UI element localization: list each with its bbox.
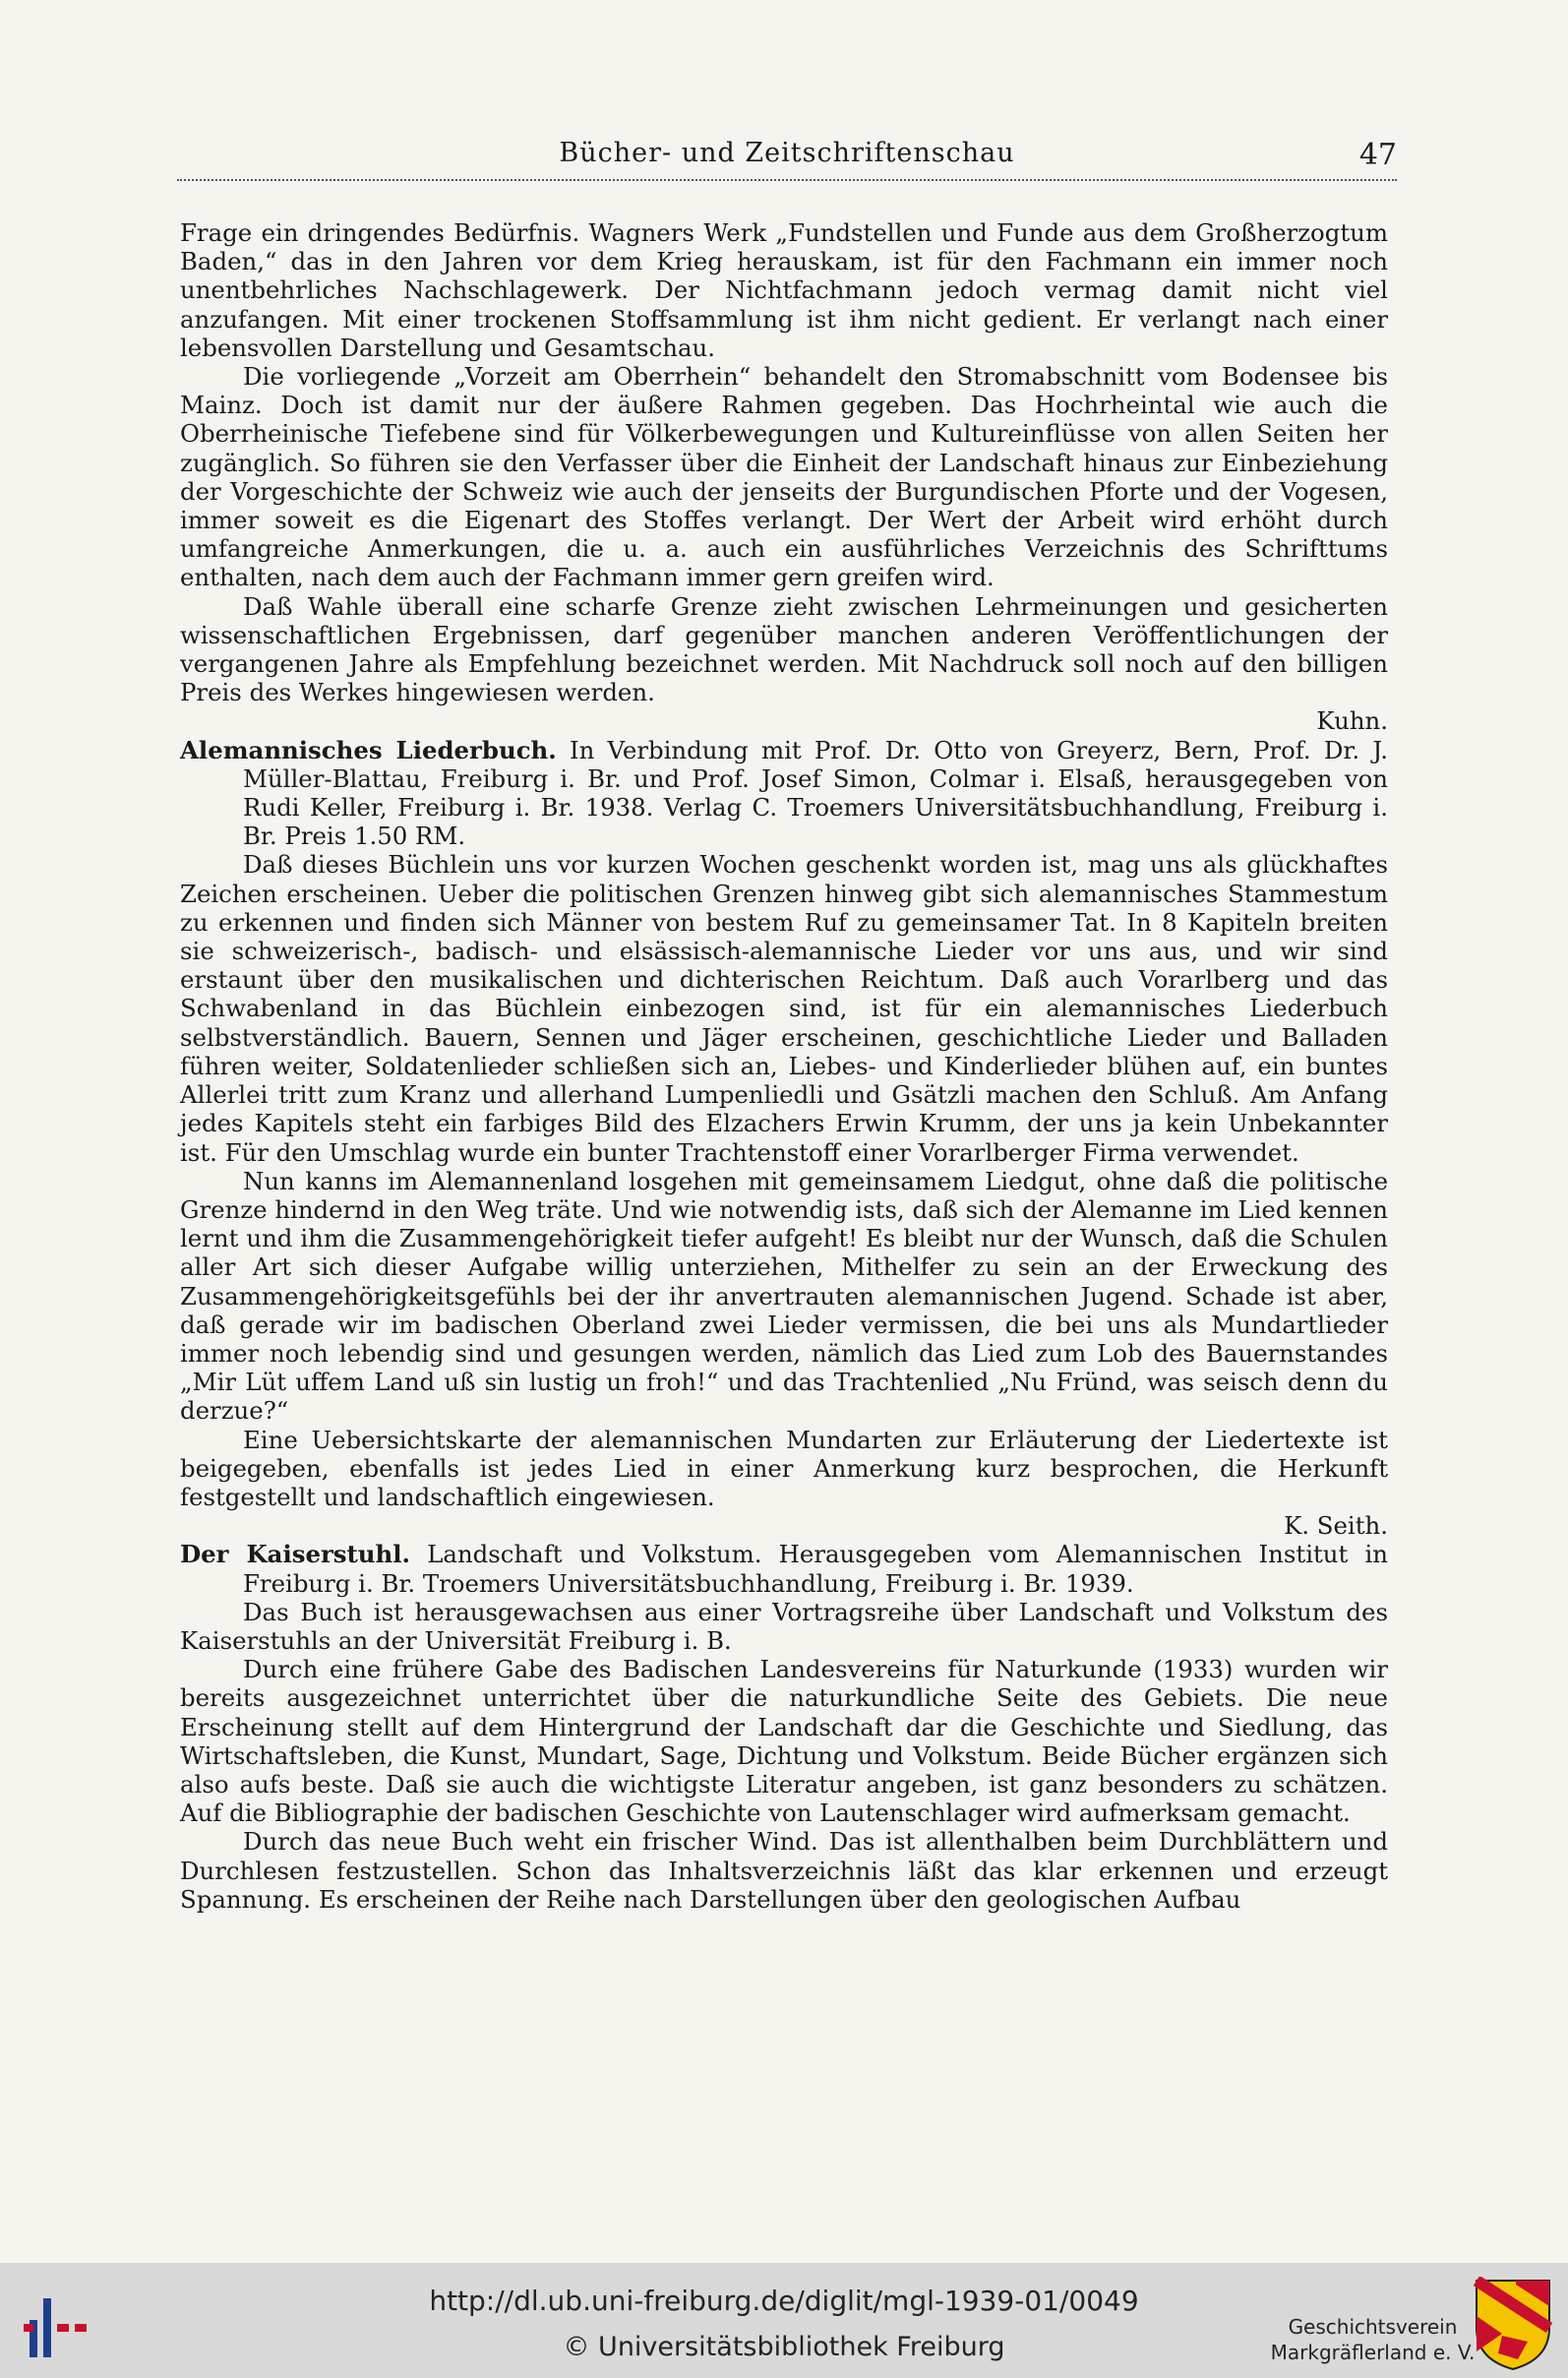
association-line: Markgräflerland e. V. [1270, 2341, 1476, 2364]
coat-of-arms-icon [1473, 2277, 1553, 2371]
paragraph: Daß Wahle überall eine scharfe Grenze zieht zwischen Lehrmeinungen und gesicherten wissenschaftlichen Ergebnissen, darf gegenüber manchen anderen Veröffentlichungen der vergangenen Jahre als Empfehlung bezeichnet werden. Mit Nachdruck soll noch auf den billigen Preis des Werkes hingewiesen werden. [180, 591, 1388, 707]
page-body [180, 218, 1388, 1914]
paragraph: Nun kanns im Alemannenland losgehen mit gemeinsamem Liedgut, ohne daß die politische Grenze hindernd in den Weg träte. Und wie notwendig ists, daß sich der Alemanne im Lied kennen lernt und ihm die Zusammengehörigkeit tiefer aufgeht! Es bleibt nur der Wunsch, daß die Schulen aller Art sich dieser Aufgabe willig unterziehen, Mithelfer zu sein an der Erweckung des Zusammengehörigkeitsgefühls bei der ihr anvertrauten alemannischen Jugend. Schade ist aber, daß gerade wir im badischen Oberland zwei Lieder vermissen, die bei uns als Mundartlieder immer noch lebendig sind und gesungen werden, nämlich das Lied zum Lob des Bauernstandes „Mir Lüt uffem Land uß sin lustig un froh!“ und das Trachtenlied „Nu Fründ, was seisch denn du derzue?“ [180, 1166, 1388, 1426]
association-name [1262, 2314, 1483, 2365]
book-reference: In Verbindung mit Prof. Dr. Otto von Greyerz, Bern, Prof. Dr. J. Müller-Blattau, Freiburg i. Br. und Prof. Josef Simon, Colmar i. Elsaß, herausgegeben von Rudi Keller, Freiburg i. Br. 1938. Verlag C. Troemers Universitätsbuchhandlung, Freiburg i. Br. Preis 1.50 RM. [243, 735, 1388, 851]
paragraph: Durch eine frühere Gabe des Badischen Landesvereins für Naturkunde (1933) wurden wir bereits ausgezeichnet unterrichtet über die naturkundliche Seite des Gebiets. Die neue Erscheinung stellt auf dem Hintergrund der Landschaft dar die Geschichte und Siedlung, das Wirtschaftsleben, die Kunst, Mundart, Sage, Dichtung und Volkstum. Beide Bücher ergänzen sich also aufs beste. Daß sie auch die wichtigste Literatur angeben, ist ganz besonders zu schätzen. Auf die Bibliographie der badischen Geschichte von Lautenschlager wird aufmerksam gemacht. [180, 1655, 1388, 1828]
association-line: Geschichtsverein [1288, 2315, 1458, 2339]
copyright-notice: © Universitätsbibliothek Freiburg [563, 2332, 1005, 2362]
header-rule [177, 179, 1397, 181]
viewer-footer [0, 2263, 1568, 2378]
review-signature: K. Seith. [1284, 1511, 1388, 1541]
running-title: Bücher- und Zeitschriftenschau [559, 138, 1015, 168]
book-title: Alemannisches Liederbuch. [180, 735, 557, 764]
book-title: Der Kaiserstuhl. [180, 1540, 411, 1569]
permalink[interactable]: http://dl.ub.uni-freiburg.de/diglit/mgl-1939-01/0049 [429, 2285, 1139, 2317]
paragraph: Eine Uebersichtskarte der alemannischen Mundarten zur Erläuterung der Liedertexte ist beigegeben, ebenfalls ist jedes Lied in einer Anmerkung kurz besprochen, die Herkunft festgestellt und landschaftlich eingewiesen. [180, 1425, 1388, 1511]
running-header [177, 138, 1397, 181]
paragraph: Daß dieses Büchlein uns vor kurzen Wochen geschenkt worden ist, mag uns als glückhaftes Zeichen erscheinen. Ueber die politischen Grenzen hinweg gibt sich alemannisches Stammestum zu erkennen und finden sich Männer von bestem Ruf zu gemeinsamer Tat. In 8 Kapiteln breiten sie schweizerisch-, badisch- und elsässisch-alemannische Lieder vor uns aus, und wir sind erstaunt über den musikalischen und dichterischen Reichtum. Daß auch Vorarlberg und das Schwabenland in das Büchlein einbezogen sind, ist für ein alemannisches Liederbuch selbstverständlich. Bauern, Sennen und Jäger erscheinen, geschichtliche Lieder und Balladen führen weiter, Soldatenlieder schließen sich an, Liebes- und Kinderlieder blühen auf, ein buntes Allerlei tritt zum Kranz und allerhand Lumpenliedli und Gsätzli machen den Schluß. Am Anfang jedes Kapitels steht ein farbiges Bild des Elzachers Erwin Krumm, der uns ja kein Unbekannter ist. Für den Umschlag wurde ein bunter Trachtenstoff einer Vorarlberger Firma verwendet. [180, 850, 1388, 1167]
paragraph: Durch das neue Buch weht ein frischer Wind. Das ist allenthalben beim Durchblättern und Durchlesen festzustellen. Schon das Inhaltsverzeichnis läßt das klar erkennen und erzeugt Spannung. Es erscheinen der Reihe nach Darstellungen über den geologischen Aufbau [180, 1827, 1388, 1914]
bibliographic-entry [180, 736, 1388, 851]
paragraph: Frage ein dringendes Bedürfnis. Wagners Werk „Fundstellen und Funde aus dem Großherzogtum Baden,“ das in den Jahren vor dem Krieg herauskam, ist für den Fachmann ein immer noch unentbehrliches Nachschlagewerk. Der Nichtfachmann jedoch vermag damit nicht viel anzufangen. Mit einer trockenen Stoffsammlung ist ihm nicht gedient. Er verlangt nach einer lebensvollen Darstellung und Gesamtschau. [180, 218, 1388, 362]
book-reference: Landschaft und Volkstum. Herausgegeben vom Alemannischen Institut in Freiburg i. Br. Troemers Universitätsbuchhandlung, Freiburg i. Br. 1939. [243, 1540, 1388, 1598]
paragraph: Die vorliegende „Vorzeit am Oberrhein“ behandelt den Stromabschnitt vom Bodensee bis Mainz. Doch ist damit nur der äußere Rahmen gegeben. Das Hochrheintal wie auch die Oberrheinische Tiefebene sind für Völkerbewegungen und Kultureinflüsse von allen Seiten her zugänglich. So führen sie den Verfasser über die Einheit der Landschaft hinaus zur Einbeziehung der Vorgeschichte der Schweiz wie auch der jenseits der Burgundischen Pforte und der Vogesen, immer soweit es die Eigenart des Stoffes verlangt. Der Wert der Arbeit wird erhöht durch umfangreiche Anmerkungen, die u. a. auch ein ausführliches Verzeichnis des Schrifttums enthalten, nach dem auch der Fachmann immer gern greifen wird. [180, 362, 1388, 592]
paragraph: Das Buch ist herausgewachsen aus einer Vortragsreihe über Landschaft und Volkstum des Kaiserstuhls an der Universität Freiburg i. B. [180, 1597, 1388, 1655]
page-number: 47 [1358, 138, 1397, 172]
review-signature: Kuhn. [1316, 706, 1388, 736]
bibliographic-entry [180, 1540, 1388, 1597]
